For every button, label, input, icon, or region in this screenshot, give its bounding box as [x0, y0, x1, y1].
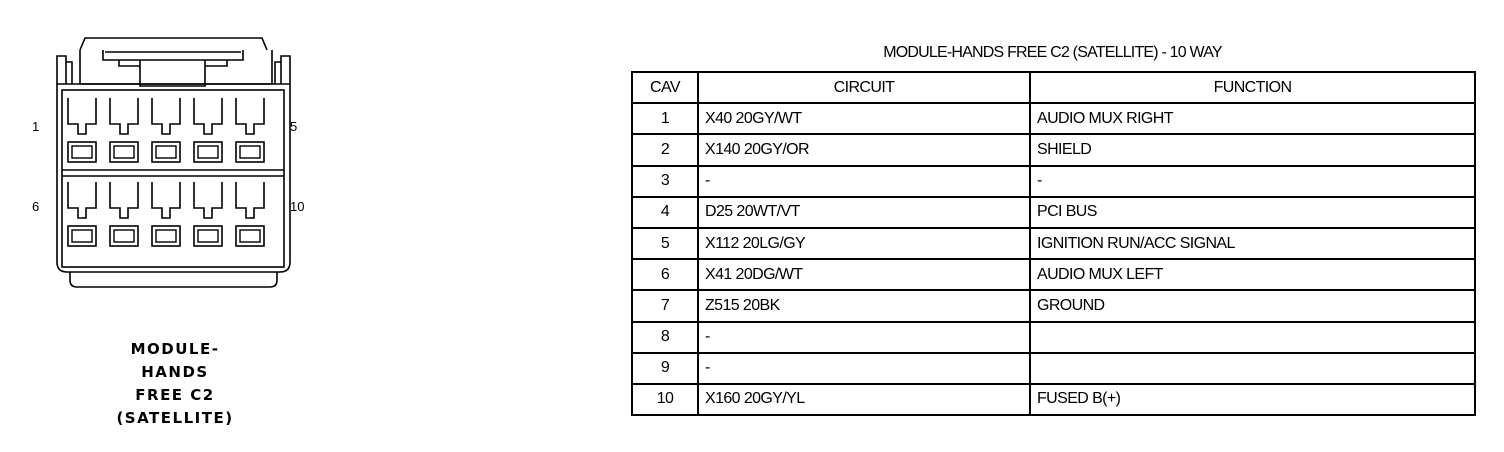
- table-row: [632, 134, 1475, 165]
- cav-cell: 3: [632, 166, 698, 197]
- header-circuit: CIRCUIT: [698, 72, 1030, 103]
- terminal-cavity: [68, 98, 96, 162]
- header-function: FUNCTION: [1030, 72, 1475, 103]
- function-cell: GROUND: [1030, 290, 1475, 321]
- cav-cell: 5: [632, 228, 698, 259]
- function-cell: IGNITION RUN/ACC SIGNAL: [1030, 228, 1475, 259]
- circuit-cell: X41 20DG/WT: [698, 259, 1030, 290]
- function-cell: AUDIO MUX RIGHT: [1030, 103, 1475, 134]
- table-row: [632, 228, 1475, 259]
- pin-label-1: 1: [32, 119, 40, 134]
- table-header-row: [632, 72, 1475, 103]
- terminal-cavity: [68, 182, 96, 246]
- function-cell: [1030, 353, 1475, 384]
- table-title: MODULE-HANDS FREE C2 (SATELLITE) - 10 WAY: [883, 44, 1222, 61]
- caption-line-1: MODULE-: [130, 340, 220, 358]
- table-row: [632, 353, 1475, 384]
- table-row: [632, 322, 1475, 353]
- connector-caption: [70, 338, 280, 430]
- table-row: [632, 197, 1475, 228]
- terminal-cavity: [194, 182, 222, 246]
- terminal-cavity: [194, 98, 222, 162]
- function-cell: AUDIO MUX LEFT: [1030, 259, 1475, 290]
- cavity-row-top: [68, 98, 264, 162]
- terminal-cavity: [152, 98, 180, 162]
- function-cell: -: [1030, 166, 1475, 197]
- cav-cell: 6: [632, 259, 698, 290]
- pin-label-10: 10: [290, 199, 305, 214]
- circuit-cell: Z515 20BK: [698, 290, 1030, 321]
- pin-label-6: 6: [32, 199, 40, 214]
- caption-line-2: HANDS: [141, 363, 209, 381]
- cav-cell: 2: [632, 134, 698, 165]
- terminal-cavity: [110, 182, 138, 246]
- circuit-cell: -: [698, 322, 1030, 353]
- cav-cell: 8: [632, 322, 698, 353]
- function-cell: PCI BUS: [1030, 197, 1475, 228]
- table-row: [632, 384, 1475, 415]
- circuit-cell: X40 20GY/WT: [698, 103, 1030, 134]
- terminal-cavity: [236, 98, 264, 162]
- terminal-cavity: [236, 182, 264, 246]
- circuit-cell: D25 20WT/VT: [698, 197, 1030, 228]
- circuit-cell: -: [698, 166, 1030, 197]
- cav-cell: 9: [632, 353, 698, 384]
- terminal-cavity: [110, 98, 138, 162]
- caption-line-4: (SATELLITE): [116, 409, 234, 427]
- pin-label-5: 5: [290, 119, 298, 134]
- pinout-table: [631, 71, 1476, 416]
- caption-line-3: FREE C2: [135, 386, 215, 404]
- header-cav: CAV: [632, 72, 698, 103]
- table-row: [632, 259, 1475, 290]
- circuit-cell: X112 20LG/GY: [698, 228, 1030, 259]
- connector-latch: [80, 38, 267, 50]
- connector-latch-tab: [140, 60, 205, 86]
- cav-cell: 1: [632, 103, 698, 134]
- circuit-cell: -: [698, 353, 1030, 384]
- table-row: [632, 103, 1475, 134]
- function-cell: [1030, 322, 1475, 353]
- table-row: [632, 290, 1475, 321]
- function-cell: FUSED B(+): [1030, 384, 1475, 415]
- terminal-cavity: [152, 182, 180, 246]
- function-cell: SHIELD: [1030, 134, 1475, 165]
- cavity-row-bottom: [68, 182, 264, 246]
- table-row: [632, 166, 1475, 197]
- circuit-cell: X160 20GY/YL: [698, 384, 1030, 415]
- cav-cell: 7: [632, 290, 698, 321]
- cav-cell: 4: [632, 197, 698, 228]
- circuit-cell: X140 20GY/OR: [698, 134, 1030, 165]
- cav-cell: 10: [632, 384, 698, 415]
